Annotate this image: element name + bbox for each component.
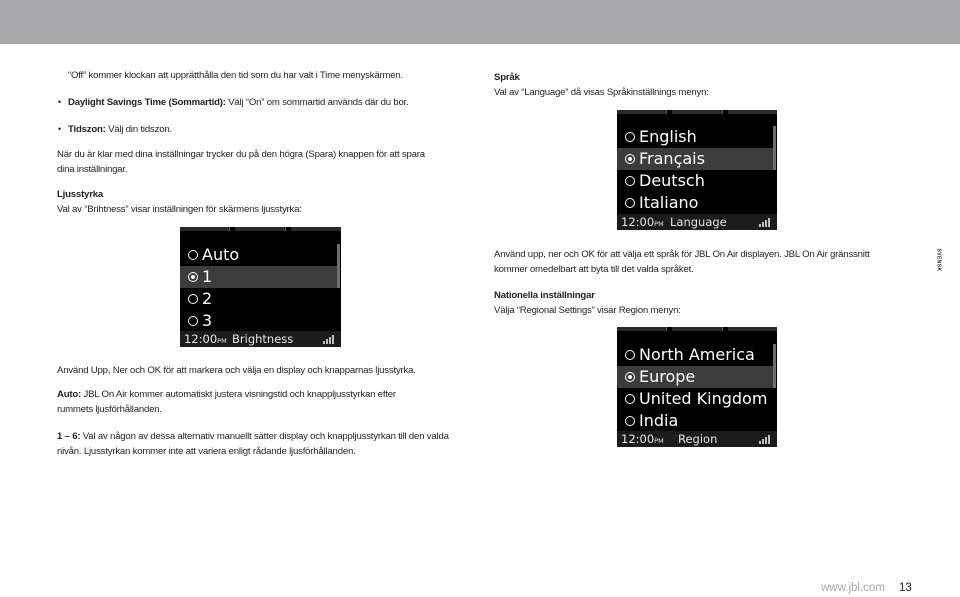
range-paragraph bbox=[57, 429, 462, 459]
region-option-europe[interactable]: Europe bbox=[617, 366, 773, 388]
radio-icon bbox=[188, 250, 198, 260]
timezone-paragraph bbox=[68, 122, 448, 137]
region-option-india[interactable]: India bbox=[617, 410, 773, 432]
dst-label: Daylight Savings Time (Sommartid): bbox=[68, 97, 226, 108]
brightness-intro: Val av “Brihtness” visar inställningen för skärmens ljusstyrka: bbox=[57, 204, 302, 215]
page-number: 13 bbox=[899, 582, 912, 594]
range-text: Val av någon av dessa alternativ manuellt sätter display och knappljusstyrkan till den valda nivån. Ljusstyrkan kommer inte att variera enligt rådande ljusförhållanden. bbox=[57, 431, 449, 457]
save-paragraph: När du är klar med dina inställningar trycker du på den högra (Spara) knappen för att spara dina inställningar. bbox=[57, 149, 425, 175]
screen-title: Brightness bbox=[232, 332, 294, 346]
radio-selected-icon bbox=[625, 154, 635, 164]
language-screen bbox=[617, 110, 777, 230]
region-option-united-kingdom[interactable]: United Kingdom bbox=[617, 388, 773, 410]
region-heading: Nationella inställningar bbox=[494, 290, 595, 301]
auto-paragraph bbox=[57, 387, 432, 417]
status-bar bbox=[180, 331, 341, 347]
scrollbar[interactable] bbox=[337, 244, 340, 288]
signal-icon bbox=[323, 335, 335, 344]
radio-icon bbox=[625, 132, 635, 142]
off-paragraph: “Off” kommer klockan att upprätthålla den tid som du har valt i Time menyskärmen. bbox=[68, 70, 404, 81]
signal-icon bbox=[759, 218, 771, 227]
radio-icon bbox=[625, 394, 635, 404]
clock: 12:00PM bbox=[621, 215, 664, 229]
clock: 12:00PM bbox=[621, 432, 664, 446]
language-option-francais[interactable]: Français bbox=[617, 148, 773, 170]
brightness-option-3[interactable]: 3 bbox=[180, 310, 337, 332]
radio-icon bbox=[188, 294, 198, 304]
language-intro: Val av “Language” då visas Språkinställnings menyn: bbox=[494, 87, 709, 98]
auto-text: JBL On Air kommer automatiskt justera visningstid och knappljusstyrkan efter rummets ljusförhållanden. bbox=[57, 389, 396, 415]
region-screen bbox=[617, 327, 777, 447]
language-heading: Språk bbox=[494, 72, 520, 83]
header-bar bbox=[0, 0, 960, 44]
brightness-use-paragraph: Använd Upp, Ner och OK för att markera och välja en display och knapparnas ljusstyrka. bbox=[57, 365, 416, 376]
screen-title: Language bbox=[670, 215, 727, 229]
dst-paragraph bbox=[68, 95, 448, 110]
status-bar bbox=[617, 431, 777, 447]
radio-selected-icon bbox=[188, 272, 198, 282]
brightness-option-1[interactable]: 1 bbox=[180, 266, 337, 288]
radio-icon bbox=[188, 316, 198, 326]
range-label: 1 – 6: bbox=[57, 431, 81, 442]
radio-icon bbox=[625, 198, 635, 208]
scrollbar[interactable] bbox=[773, 126, 776, 170]
timezone-text: Välj din tidszon. bbox=[105, 124, 172, 135]
status-bar bbox=[617, 214, 777, 230]
language-use-paragraph: Använd upp, ner och OK för att välja ett språk för JBL On Air displayen. JBL On Air gränssnitt kommer omedelbart att byta till det valda språket. bbox=[494, 249, 870, 275]
brightness-option-auto[interactable]: Auto bbox=[180, 244, 337, 266]
radio-icon bbox=[625, 350, 635, 360]
screen-tabs bbox=[180, 227, 341, 231]
language-option-english[interactable]: English bbox=[617, 126, 773, 148]
radio-selected-icon bbox=[625, 372, 635, 382]
dst-text: Välj “On” om sommartid används där du bor. bbox=[225, 97, 409, 108]
radio-icon bbox=[625, 416, 635, 426]
region-intro: Välja “Regional Settings” visar Region menyn: bbox=[494, 305, 681, 316]
scrollbar[interactable] bbox=[773, 344, 776, 388]
brightness-screen bbox=[180, 227, 341, 347]
brightness-option-2[interactable]: 2 bbox=[180, 288, 337, 310]
language-option-italiano[interactable]: Italiano bbox=[617, 192, 773, 214]
screen-tabs bbox=[617, 110, 777, 114]
language-option-deutsch[interactable]: Deutsch bbox=[617, 170, 773, 192]
clock: 12:00PM bbox=[184, 332, 227, 346]
language-side-tab: SVENSK bbox=[935, 248, 942, 272]
screen-tabs bbox=[617, 327, 777, 331]
screen-title: Region bbox=[678, 432, 718, 446]
radio-icon bbox=[625, 176, 635, 186]
brightness-heading: Ljusstyrka bbox=[57, 189, 103, 200]
auto-label: Auto: bbox=[57, 389, 82, 400]
timezone-label: Tidszon: bbox=[68, 124, 106, 135]
signal-icon bbox=[759, 435, 771, 444]
footer-url[interactable]: www.jbl.com bbox=[821, 582, 885, 594]
region-option-north-america[interactable]: North America bbox=[617, 344, 773, 366]
